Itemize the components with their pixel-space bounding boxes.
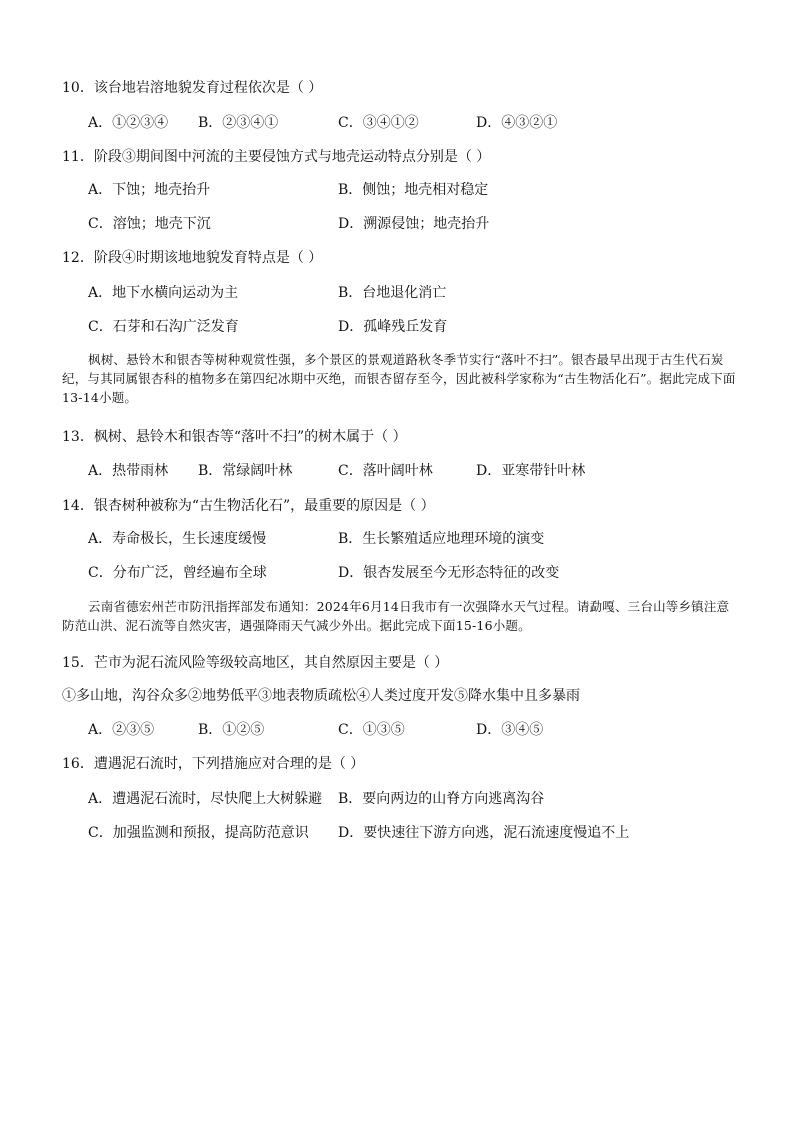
q16-option-d: D．要快速往下游方向逃，泥石流速度慢追不上 — [338, 825, 630, 841]
q16-option-c: C．加强监测和预报，提高防范意识 — [88, 825, 309, 841]
question-16-stem: 16．遭遇泥石流时，下列措施应对合理的是（ ） — [62, 756, 365, 772]
q15-option-c: C．①③⑤ — [338, 722, 405, 738]
q12-option-b: B．台地退化消亡 — [338, 285, 447, 301]
question-14-stem: 14．银杏树种被称为“古生物活化石”，最重要的原因是（ ） — [62, 498, 435, 514]
q10-option-d: D．④③②① — [476, 115, 558, 131]
q16-option-a: A．遭遇泥石流时，尽快爬上大树躲避 — [88, 791, 323, 807]
q11-option-c: C．溶蚀；地壳下沉 — [88, 216, 211, 232]
q15-option-b: B．①②⑤ — [198, 722, 265, 738]
question-10-stem: 10．该台地岩溶地貌发育过程依次是（ ） — [62, 80, 323, 96]
q12-option-d: D．孤峰残丘发育 — [338, 319, 448, 335]
q14-option-c: C．分布广泛，曾经遍布全球 — [88, 565, 267, 581]
q14-option-b: B．生长繁殖适应地理环境的演变 — [338, 531, 545, 547]
q16-option-b: B．要向两边的山脊方向逃离沟谷 — [338, 791, 545, 807]
passage-ginkgo: 枫树、悬铃木和银杏等树种观赏性强，多个景区的景观道路秋冬季节实行“落叶不扫”。银杏最早出现于古生代石炭纪，与其同属银杏科的植物多在第四纪冰期中灭绝，而银杏留存至今，因此被科学家称为“古生物活化石”。据此完成下面13-14小题。 — [62, 352, 736, 405]
q13-option-b: B．常绿阔叶林 — [198, 463, 293, 479]
q15-option-d: D．③④⑤ — [476, 722, 544, 738]
q11-option-a: A．下蚀；地壳抬升 — [88, 182, 211, 198]
q12-option-c: C．石芽和石沟广泛发育 — [88, 319, 239, 335]
q14-option-d: D．银杏发展至今无形态特征的改变 — [338, 565, 560, 581]
q15-statements: ①多山地，沟谷众多②地势低平③地表物质疏松④人类过度开发⑤降水集中且多暴雨 — [62, 688, 580, 704]
q10-option-c: C．③④①② — [338, 115, 419, 131]
q13-option-c: C．落叶阔叶林 — [338, 463, 433, 479]
q10-option-a: A．①②③④ — [88, 115, 169, 131]
question-15-stem: 15．芒市为泥石流风险等级较高地区，其自然原因主要是（ ） — [62, 655, 449, 671]
passage-mangshi: 云南省德宏州芒市防汛指挥部发布通知：2024年6月14日我市有一次强降水天气过程。请勐嘎、三台山等乡镇注意防范山洪、泥石流等自然灾害，遇强降雨天气减少外出。据此完成下面15-16小题。 — [62, 599, 730, 633]
q13-option-d: D．亚寒带针叶林 — [476, 463, 586, 479]
question-13-stem: 13．枫树、悬铃木和银杏等“落叶不扫”的树木属于（ ） — [62, 429, 407, 445]
q15-option-a: A．②③⑤ — [88, 722, 155, 738]
question-12-stem: 12．阶段④时期该地地貌发育特点是（ ） — [62, 250, 323, 266]
q10-option-b: B．②③④① — [198, 115, 279, 131]
question-11-stem: 11．阶段③期间图中河流的主要侵蚀方式与地壳运动特点分别是（ ） — [62, 149, 491, 165]
q13-option-a: A．热带雨林 — [88, 463, 169, 479]
q14-option-a: A．寿命极长，生长速度缓慢 — [88, 531, 267, 547]
q11-option-b: B．侧蚀；地壳相对稳定 — [338, 182, 489, 198]
q12-option-a: A．地下水横向运动为主 — [88, 285, 239, 301]
q11-option-d: D．溯源侵蚀；地壳抬升 — [338, 216, 490, 232]
